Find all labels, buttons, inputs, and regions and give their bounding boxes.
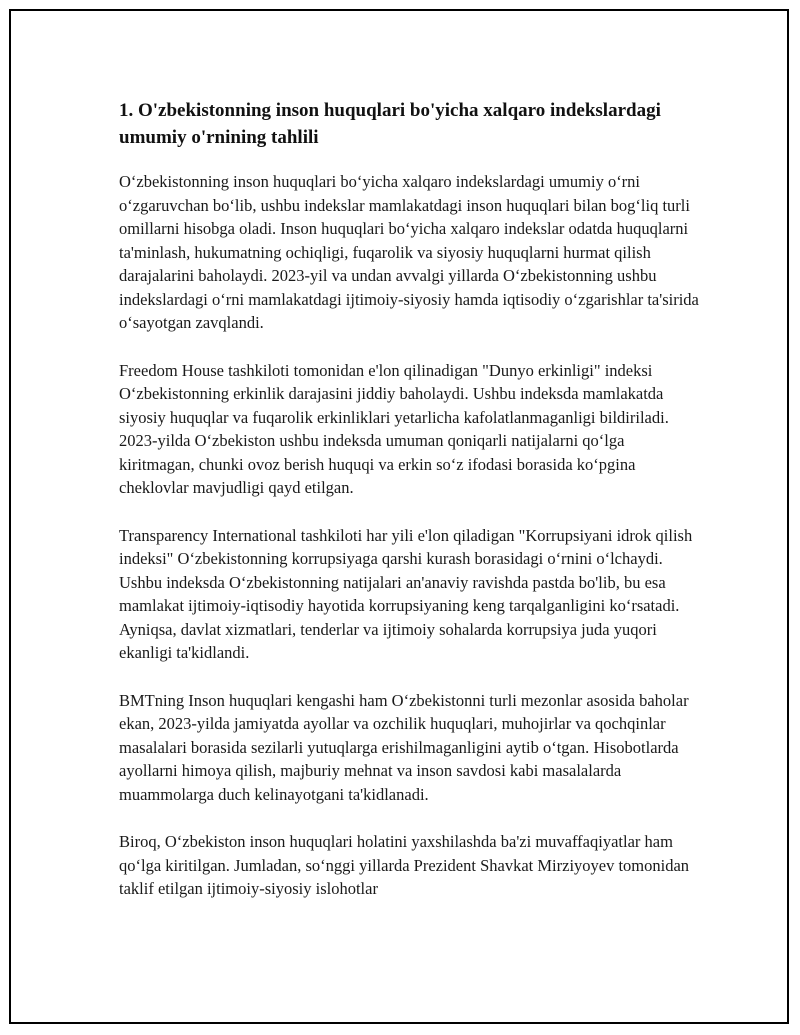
paragraph-un-human-rights-council: BMTning Inson huquqlari kengashi ham O‘zbekistonni turli mezonlar asosida baholar ekan, 2023-yilda jamiyatda ayollar va ozchilik huquqlari, muhojirlar va qochqinlar masalalari borasida sezilarli yutuqlarga erishilmaganligini aytib o‘tgan. Hisobotlarda ayollarni himoya qilish, majburiy mehnat va inson savdosi kabi masalalarda muammolarga duch kelinayotgani ta'kidlanadi. (119, 690, 689, 804)
page-frame (9, 9, 789, 1024)
document-body (119, 97, 699, 925)
paragraph-overview: O‘zbekistonning inson huquqlari bo‘yicha xalqaro indekslardagi umumiy o‘rni o‘zgaruvchan bo‘lib, ushbu indekslar mamlakatdagi inson huquqlari bilan bog‘liq turli omillarni hisobga oladi. Inson huquqlari bo‘yicha xalqaro indekslar odatda huquqlarni ta'minlash, hukumatning ochiqligi, fuqarolik va siyosiy huquqlarni hurmat qilish darajalarini baholaydi. 2023-yil va undan avvalgi yillarda O‘zbekistonning ushbu indekslardagi o‘rni mamlakatdagi ijtimoiy-siyosiy hamda iqtisodiy o‘zgarishlar ta'sirida o‘sayotgan zavqlandi. (119, 172, 699, 332)
paragraph-reforms: Biroq, O‘zbekiston inson huquqlari holatini yaxshilashda ba'zi muvaffaqiyatlar ham qo‘lga kiritilgan. Jumladan, so‘nggi yillarda Prezident Shavkat Mirziyoyev tomonidan taklif etilgan ijtimoiy-siyosiy islohotlar (119, 832, 690, 898)
paragraph-transparency-international: Transparency International tashkiloti har yili e'lon qiladigan "Korrupsiyani idrok qilish indeksi" O‘zbekistonning korrupsiyaga qarshi kurash borasidagi o‘rnini o‘lchaydi. Ushbu indeksda O‘zbekistonning natijalari an'anaviy ravishda pastda bo'lib, bu esa mamlakat ijtimoiy-iqtisodiy hayotida korrupsiyaning keng tarqalganligini ko‘rsatadi. Ayniqsa, davlat xizmatlari, tenderlar va ijtimoiy sohalarda korrupsiya juda yuqori ekanligi ta'kidlandi. (119, 525, 693, 662)
section-heading: 1. O'zbekistonning inson huquqlari bo'yicha xalqaro indekslardagi umumiy o'rnining tahlili (119, 100, 661, 148)
paragraph-freedom-house: Freedom House tashkiloti tomonidan e'lon qilinadigan "Dunyo erkinligi" indeksi O‘zbekistonning erkinlik darajasini jiddiy baholaydi. Ushbu indeksda mamlakatda siyosiy huquqlar va fuqarolik erkinliklari yetarlicha kafolatlanmaganligi bildiriladi. 2023-yilda O‘zbekiston ushbu indeksda umuman qoniqarli natijalarni qo‘lga kiritmagan, chunki ovoz berish huquqi va erkin so‘z ifodasi borasida ko‘pgina cheklovlar mavjudligi qayd etilgan. (119, 360, 669, 497)
